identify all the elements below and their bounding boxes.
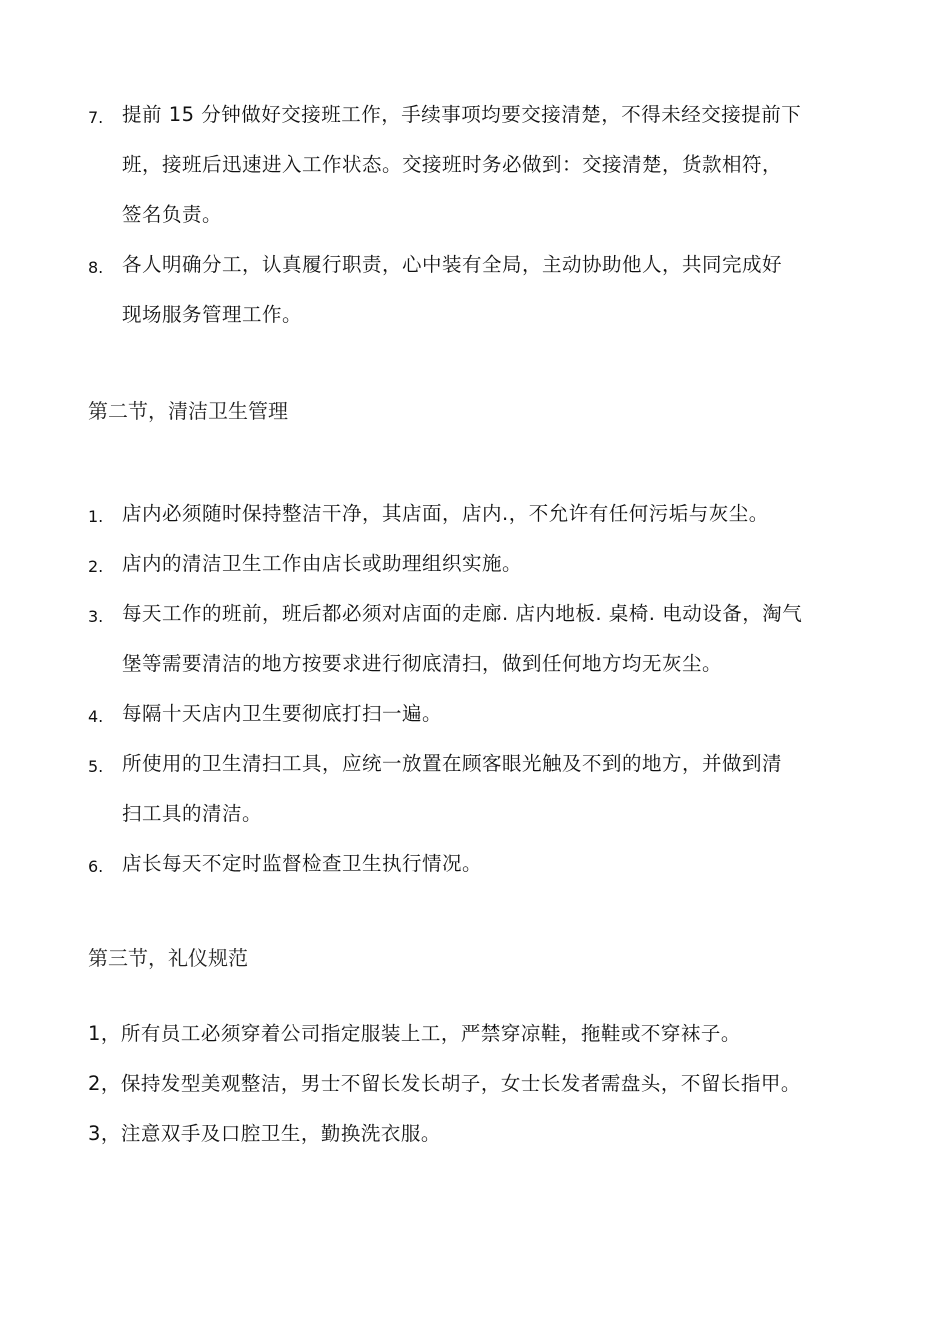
list-number: 8. [88, 258, 104, 277]
list-text [122, 240, 882, 340]
text-line: 提前 15 分钟做好交接班工作，手续事项均要交接清楚，不得未经交接提前下 [122, 103, 802, 126]
etiquette-item-2: 2，保持发型美观整洁，男士不留长发长胡子，女士长发者需盘头，不留长指甲。 [88, 1072, 801, 1095]
section-heading-etiquette: 第三节，礼仪规范 [88, 946, 248, 970]
text-line: 所使用的卫生清扫工具，应统一放置在顾客眼光触及不到的地方，并做到清 [122, 752, 783, 775]
text-line: 现场服务管理工作。 [122, 303, 303, 326]
list-text [122, 689, 882, 739]
list-number: 3. [88, 607, 104, 626]
section-heading-cleaning: 第二节，清洁卫生管理 [88, 399, 288, 423]
text-line: 各人明确分工，认真履行职责，心中装有全局，主动协助他人，共同完成好 [122, 253, 783, 276]
etiquette-item-3: 3，注意双手及口腔卫生，勤换洗衣服。 [88, 1122, 441, 1145]
list-number: 7. [88, 108, 104, 127]
list-number: 1. [88, 507, 104, 526]
text-line: 店长每天不定时监督检查卫生执行情况。 [122, 852, 483, 875]
list-text [122, 839, 882, 889]
etiquette-item-1: 1，所有员工必须穿着公司指定服装上工，严禁穿凉鞋，拖鞋或不穿袜子。 [88, 1022, 741, 1045]
list-number: 2. [88, 557, 104, 576]
text-line: 堡等需要清洁的地方按要求进行彻底清扫，做到任何地方均无灰尘。 [122, 652, 723, 675]
list-text [122, 489, 882, 539]
list-text [122, 739, 882, 839]
list-number: 4. [88, 707, 104, 726]
list-text [122, 539, 882, 589]
text-line: 店内的清洁卫生工作由店长或助理组织实施。 [122, 552, 523, 575]
text-line: 店内必须随时保持整洁干净，其店面，店内.，不允许有任何污垢与灰尘。 [122, 502, 769, 525]
list-text [122, 90, 882, 240]
text-line: 扫工具的清洁。 [122, 802, 263, 825]
text-line: 签名负责。 [122, 203, 223, 226]
text-line: 班，接班后迅速进入工作状态。交接班时务必做到：交接清楚，货款相符， [122, 153, 783, 176]
list-number: 5. [88, 757, 104, 776]
text-line: 每隔十天店内卫生要彻底打扫一遍。 [122, 702, 443, 725]
text-line: 每天工作的班前，班后都必须对店面的走廊. 店内地板. 桌椅. 电动设备，淘气 [122, 602, 803, 625]
list-text [122, 589, 882, 689]
list-number: 6. [88, 857, 104, 876]
